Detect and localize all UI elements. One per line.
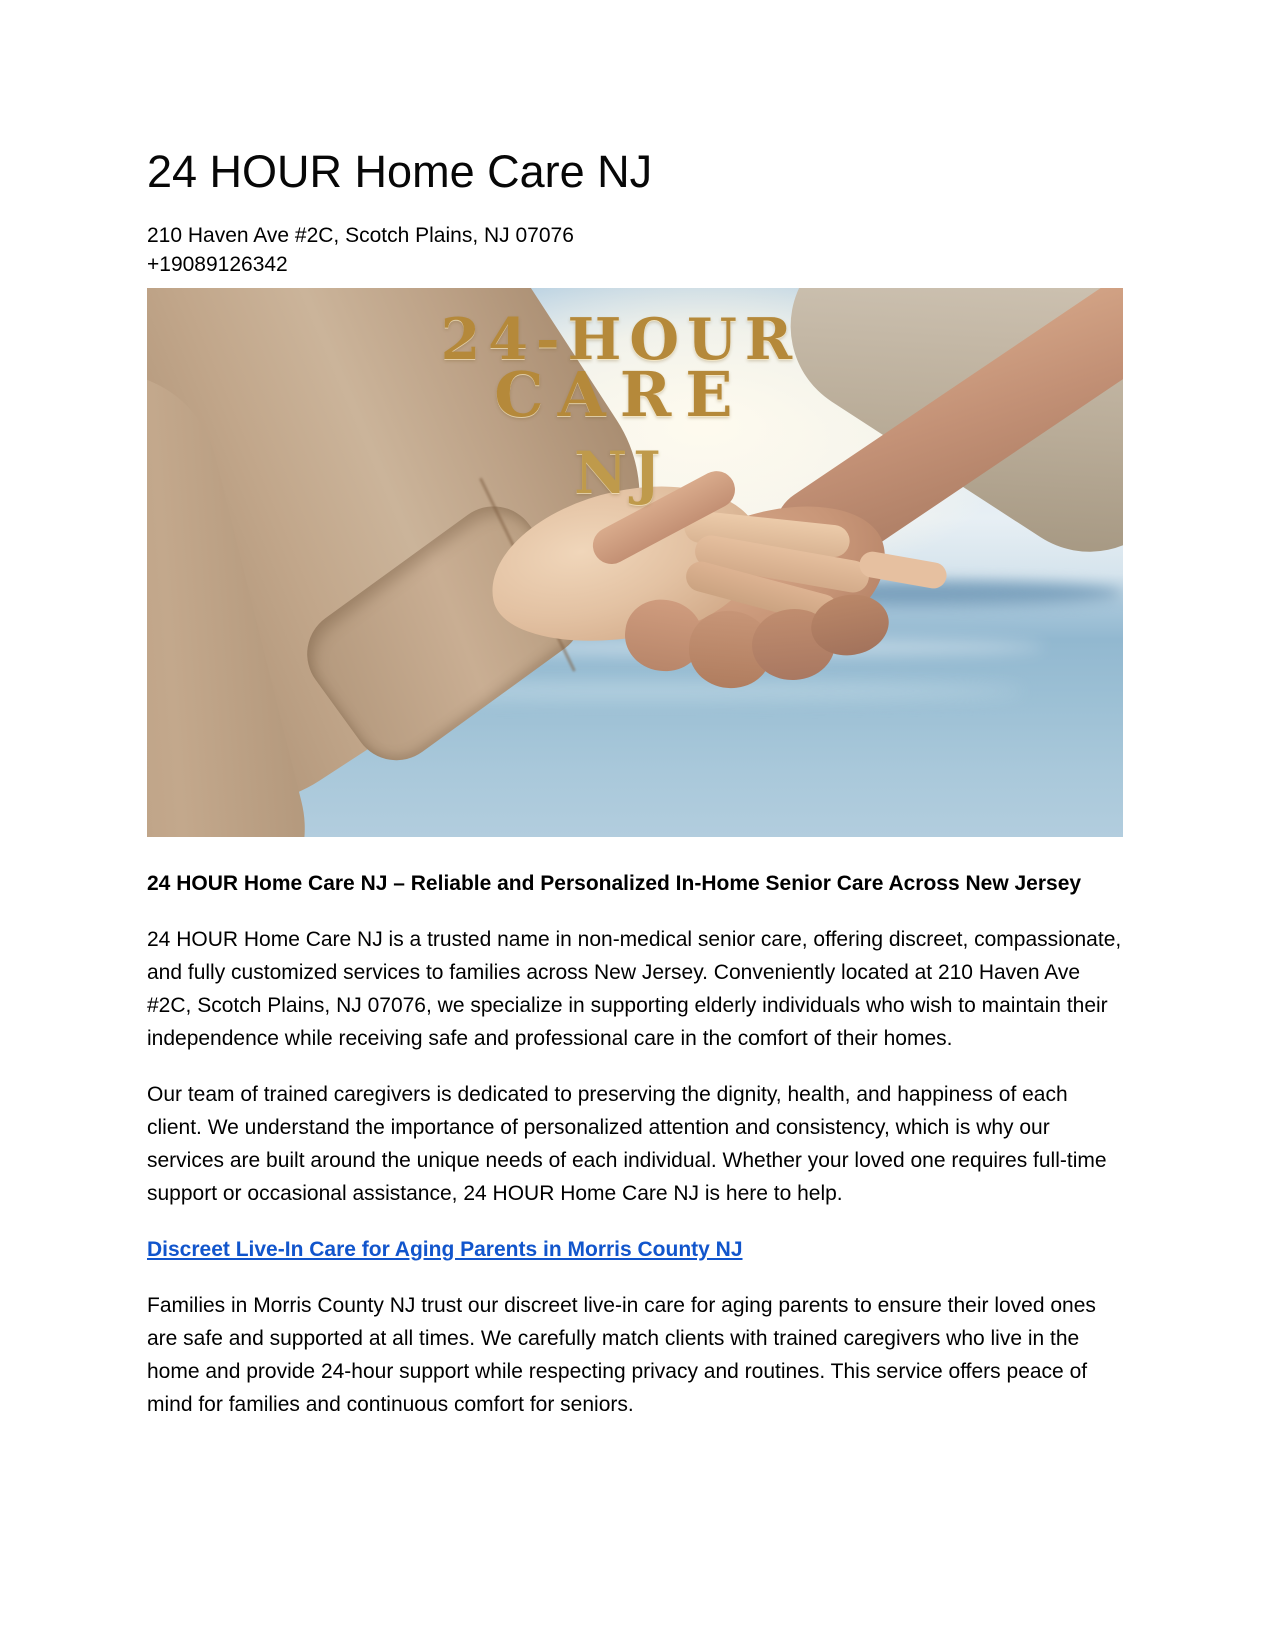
paragraph-live-in: Families in Morris County NJ trust our discreet live-in care for aging parents to ensure their loved ones are safe and supported at all times. We carefully match clients with trained caregivers who live in the home and provide 24-hour support while respecting privacy and routines. This service offers peace of mind for families and continuous comfort for seniors.	[147, 1293, 1096, 1416]
address-line: 210 Haven Ave #2C, Scotch Plains, NJ 07076	[147, 223, 574, 247]
paragraph-team: Our team of trained caregivers is dedicated to preserving the dignity, health, and happiness of each client. We understand the importance of personalized attention and consistency, which is why our services are built around the unique needs of each individual. Whether your loved one requires full-time support or occasional assistance, 24 HOUR Home Care NJ is here to help.	[147, 1082, 1107, 1205]
page-title: 24 HOUR Home Care NJ	[147, 146, 653, 197]
section-heading: 24 HOUR Home Care NJ – Reliable and Personalized In-Home Senior Care Across New Jersey	[147, 871, 1082, 895]
hero-overlay-line1: 24-HOUR	[440, 305, 801, 373]
link-heading-row	[147, 1233, 1126, 1266]
hero-image	[147, 288, 1123, 837]
hero-overlay-line3: NJ	[574, 439, 667, 508]
phone-line: +19089126342	[147, 252, 288, 276]
paragraph-intro: 24 HOUR Home Care NJ is a trusted name in non-medical senior care, offering discreet, compassionate, and fully customized services to families across New Jersey. Conveniently located at 210 Haven Ave #2C, Scotch Plains, NJ 07076, we specialize in supporting elderly individuals who wish to maintain their independence while receiving safe and professional care in the comfort of their homes.	[147, 927, 1122, 1050]
live-in-care-link[interactable]: Discreet Live-In Care for Aging Parents in Morris County NJ	[147, 1237, 743, 1261]
hero-overlay-line2: CARE	[494, 357, 747, 431]
hero-overlay-text	[147, 305, 1094, 508]
